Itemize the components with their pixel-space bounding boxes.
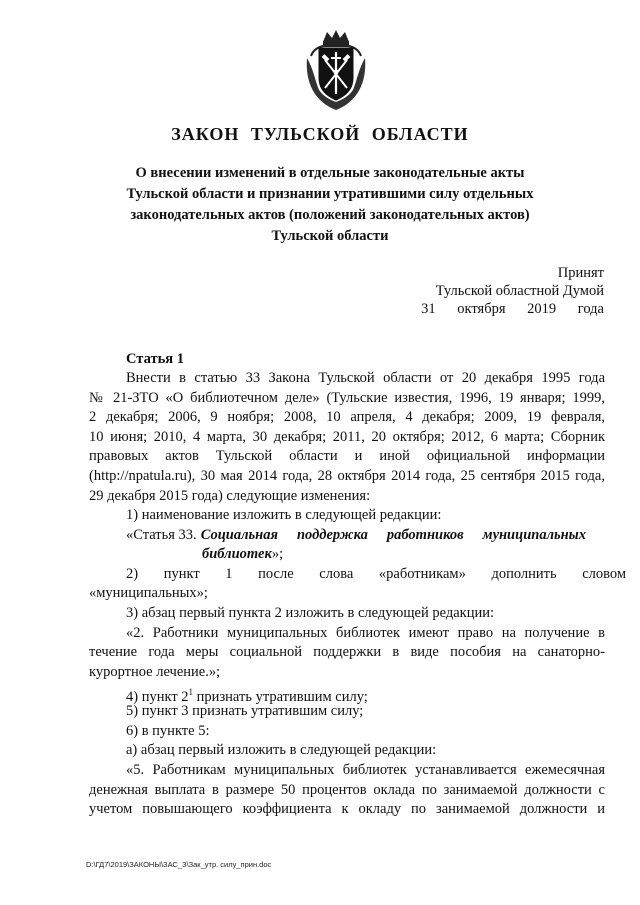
subtitle-line: О внесении изменений в отдельные законодательные акты	[135, 165, 525, 181]
adoption-body: Тульской областной Думой	[435, 283, 604, 299]
text-line: 2 декабря; 2006, 9 ноября; 2008, 10 апреля, 4 декабря; 2009, 19 февраля,	[89, 409, 605, 425]
text-line: 3) абзац первый пункта 2 изложить в следующей редакции:	[126, 605, 495, 621]
file-path-footer: D:\ГД7\2019\ЗАКОНЫ\ЗАС_З\Зак_утр. силу_прин.doc	[86, 860, 272, 869]
text-fragment: признать утратившим силу;	[193, 688, 368, 705]
text-fragment: 4) пункт 2	[126, 688, 189, 705]
text-line: «5. Работникам муниципальных библиотек устанавливается ежемесячная	[126, 762, 605, 778]
subtitle-line: Тульской области и признании утратившими силу отдельных	[126, 186, 534, 202]
text-fragment: «Статья 33.	[126, 527, 197, 543]
article-heading: Статья 1	[126, 351, 184, 367]
text-line: 6) в пункте 5:	[126, 723, 210, 739]
tula-coat-of-arms-icon	[301, 28, 371, 112]
text-line: учетом повышающего коэффициента к окладу по занимаемой должности и	[89, 801, 605, 817]
text-line: денежная выплата в размере 50 процентов оклада по занимаемой должности с	[89, 782, 605, 798]
text-line: правовых актов Тульской области и иной официальной информации	[89, 448, 605, 464]
text-line: 10 июня; 2010, 4 марта, 30 декабря; 2011, 20 октября; 2012, 6 марта; Сборник	[89, 429, 605, 445]
text-fragment: »;	[271, 546, 284, 562]
text-fragment-emphasis: библиотек	[202, 546, 272, 562]
law-subtitle	[80, 163, 580, 247]
superscript: 1	[188, 687, 194, 697]
text-line: 2) пункт 1 после слова «работникам» дополнить словом	[126, 566, 627, 582]
adoption-date: 31 октября 2019 года	[421, 301, 604, 317]
text-line: 29 декабря 2015 года) следующие изменения:	[89, 488, 371, 504]
text-line: «муниципальных»;	[89, 585, 208, 601]
text-fragment-emphasis: Социальная поддержка работников муниципальных	[200, 527, 586, 543]
adoption-block	[421, 264, 604, 318]
text-line: № 21-ЗТО «О библиотечном деле» (Тульские известия, 1996, 19 января; 1999,	[89, 390, 605, 406]
subtitle-line: Тульской области	[271, 228, 389, 244]
text-line	[202, 545, 283, 565]
law-title: ЗАКОН ТУЛЬСКОЙ ОБЛАСТИ	[171, 124, 469, 144]
adoption-word: Принят	[557, 265, 604, 281]
text-line: «2. Работники муниципальных библиотек имеют право на получение в	[126, 625, 605, 641]
text-line: 5) пункт 3 признать утратившим силу;	[126, 703, 364, 719]
text-line: курортное лечение.»;	[89, 664, 221, 680]
text-line: а) абзац первый изложить в следующей редакции:	[126, 742, 437, 758]
subtitle-line: законодательных актов (положений законодательных актов)	[130, 207, 530, 223]
new-article-title	[126, 526, 586, 546]
text-line: 1) наименование изложить в следующей редакции:	[126, 507, 442, 523]
text-line: Внести в статью 33 Закона Тульской области от 20 декабря 1995 года	[126, 370, 605, 386]
text-line: (http://npatula.ru), 30 мая 2014 года, 28 октября 2014 года, 25 сентября 2015 года,	[89, 468, 605, 484]
text-line: течение года меры социальной поддержки в виде пособия на санаторно-	[89, 644, 605, 660]
